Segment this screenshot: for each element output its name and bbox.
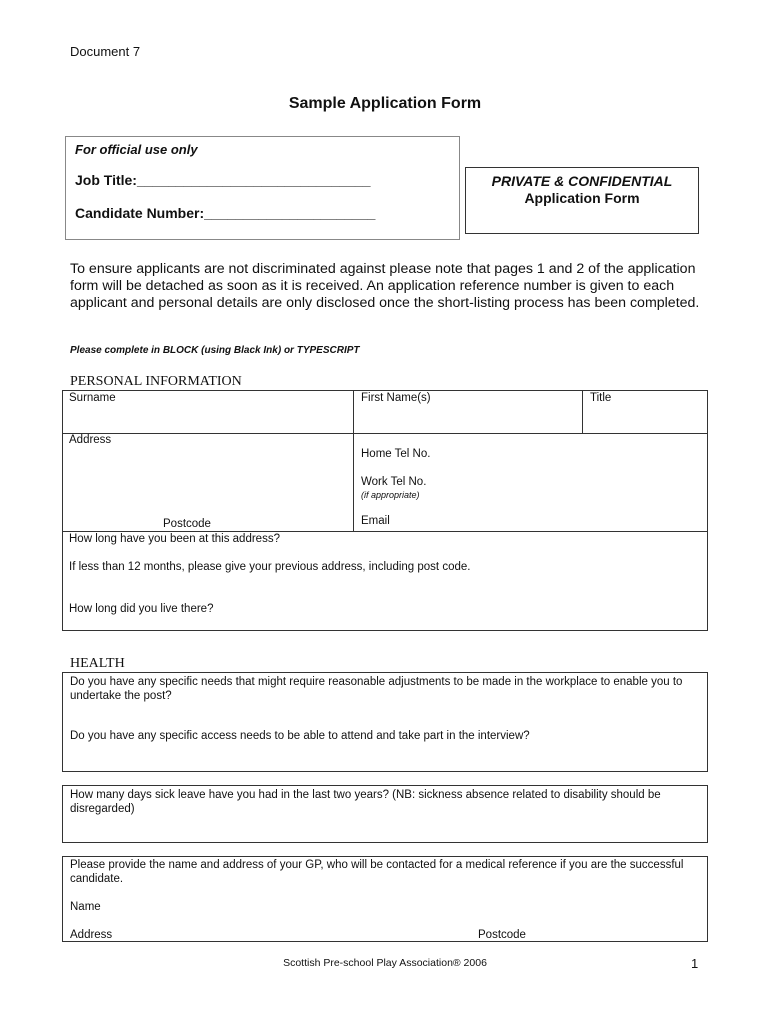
gp-postcode-field[interactable]: Postcode (478, 929, 526, 941)
address-field[interactable]: Address (69, 434, 112, 446)
sick-leave-question[interactable]: How many days sick leave have you had in the last two years? (NB: sickness absence related to disability should be disregarded) (70, 789, 661, 815)
work-tel-field[interactable]: Work Tel No. (361, 476, 427, 488)
time-at-address-field[interactable]: How long have you been at this address? (69, 533, 280, 545)
page-title: Sample Application Form (288, 95, 482, 112)
confidential-heading: PRIVATE & CONFIDENTIAL (491, 173, 673, 189)
intro-paragraph: To ensure applicants are not discriminated against please note that pages 1 and 2 of the application form will be detached as soon as it is received. An application reference number is given to each applicant and personal details are only disclosed once the short-listing process has been completed. (70, 261, 700, 312)
document-label: Document 7 (70, 44, 141, 59)
instruction-text: Please complete in BLOCK (using Black Ink) or TYPESCRIPT (70, 345, 360, 356)
postcode-field[interactable]: Postcode (163, 518, 211, 530)
email-field[interactable]: Email (361, 515, 390, 527)
title-field[interactable]: Title (590, 392, 612, 404)
column-divider (582, 390, 583, 434)
gp-details-question: Please provide the name and address of your GP, who will be contacted for a medical reference if you are the successful candidate. (70, 859, 684, 885)
surname-field[interactable]: Surname (69, 392, 116, 404)
time-at-previous-address-field[interactable]: How long did you live there? (69, 603, 214, 615)
gp-details-box (62, 856, 708, 942)
row-divider (62, 531, 708, 532)
page-number: 1 (691, 956, 699, 971)
first-names-field[interactable]: First Name(s) (361, 392, 431, 404)
previous-address-field[interactable]: If less than 12 months, please give your previous address, including post code. (69, 561, 471, 573)
interview-access-question[interactable]: Do you have any specific access needs to be able to attend and take part in the interview? (70, 730, 530, 742)
gp-name-field[interactable]: Name (70, 901, 101, 913)
reasonable-adjustments-question[interactable]: Do you have any specific needs that might require reasonable adjustments to be made in the workplace to enable you to undertake the post? (70, 676, 683, 702)
candidate-number-field[interactable]: Candidate Number:______________________ (75, 205, 376, 221)
official-use-box (65, 136, 460, 240)
personal-information-table (62, 390, 708, 631)
confidential-box (465, 167, 699, 234)
official-use-heading: For official use only (75, 142, 198, 157)
sick-leave-box (62, 785, 708, 843)
row-divider (62, 433, 708, 434)
gp-address-field[interactable]: Address (70, 929, 113, 941)
health-needs-box (62, 672, 708, 772)
if-appropriate-note: (if appropriate) (361, 490, 420, 500)
confidential-subheading: Application Form (524, 190, 640, 206)
column-divider (353, 390, 354, 532)
job-title-field[interactable]: Job Title:______________________________ (75, 172, 371, 188)
personal-information-heading: PERSONAL INFORMATION (70, 374, 242, 389)
health-heading: HEALTH (70, 656, 125, 671)
footer-copyright: Scottish Pre-school Play Association® 2006 (283, 957, 487, 969)
home-tel-field[interactable]: Home Tel No. (361, 448, 431, 460)
